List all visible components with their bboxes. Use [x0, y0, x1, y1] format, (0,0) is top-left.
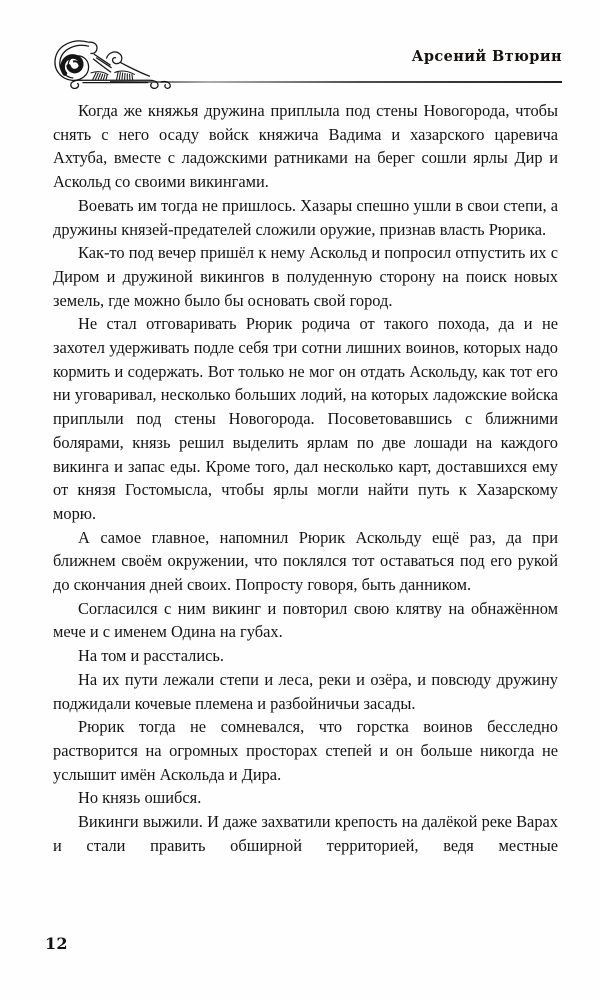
- page-number: 12: [45, 934, 68, 953]
- paragraph: Не стал отговаривать Рюрик родича от такого похода, да и не захотел удерживать подле себя три сотни лишних воинов, которых надо кормить и содержать. Вот только не мог он отдать Аскольду, как тот его ни уговаривал, несколько больших лодий, на которых ладожские войска приплыли под стены Новогорода. Посоветовавшись с ближними болярами, князь решил выделить ярлам по две лошади на каждого викинга и запас еды. Кроме того, дал несколько карт, доставшихся ему от князя Гостомысла, чтобы ярлы могли найти путь к Хазарскому морю.: [53, 314, 558, 523]
- paragraph: Согласился с ним викинг и повторил свою клятву на обнажённом мече и с именем Одина на губах.: [53, 598, 558, 642]
- paragraph: А самое главное, напомнил Рюрик Аскольду ещё раз, да при ближнем своём окружении, что поклялся тот оставаться под его рукой до скончания дней своих. Попросту говоря, быть данником.: [53, 527, 558, 595]
- author-name: Арсений Втюрин: [411, 48, 562, 65]
- paragraph: Воевать им тогда не пришлось. Хазары спешно ушли в свои степи, а дружины князей-предателей сложили оружие, признав власть Рюрика.: [53, 195, 558, 239]
- paragraph: На их пути лежали степи и леса, реки и озёра, и повсюду дружину поджидали кочевые племена и разбойничьи засады.: [53, 669, 558, 713]
- paragraph: На том и расстались.: [78, 646, 224, 666]
- header-rule: [110, 81, 562, 83]
- running-head: [0, 34, 600, 90]
- paragraph: Но князь ошибся.: [78, 788, 202, 808]
- paragraph: Как-то под вечер пришёл к нему Аскольд и попросил отпустить их с Диром и дружиной викингов в полуденную сторону на поиск новых земель, где можно было бы основать свой город.: [53, 243, 558, 310]
- paragraph: Рюрик тогда не сомневался, что горстка воинов бесследно растворится на огромных просторах степей и он больше никогда не услышит имён Аскольда и Дира.: [53, 717, 558, 784]
- paragraph: Когда же княжья дружина приплыла под стены Новогорода, чтобы снять с него осаду войск княжича Вадима и хазарского царевича Ахтуба, вместе с ладожскими ратниками на берег сошли ярлы Дир и Аскольд со своими викингами.: [53, 101, 558, 192]
- paragraph: Викинги выжили. И даже захватили крепость на далёкой реке Варах и стали править обширной территорией, ведя местные: [53, 812, 558, 855]
- body-text: [53, 99, 558, 858]
